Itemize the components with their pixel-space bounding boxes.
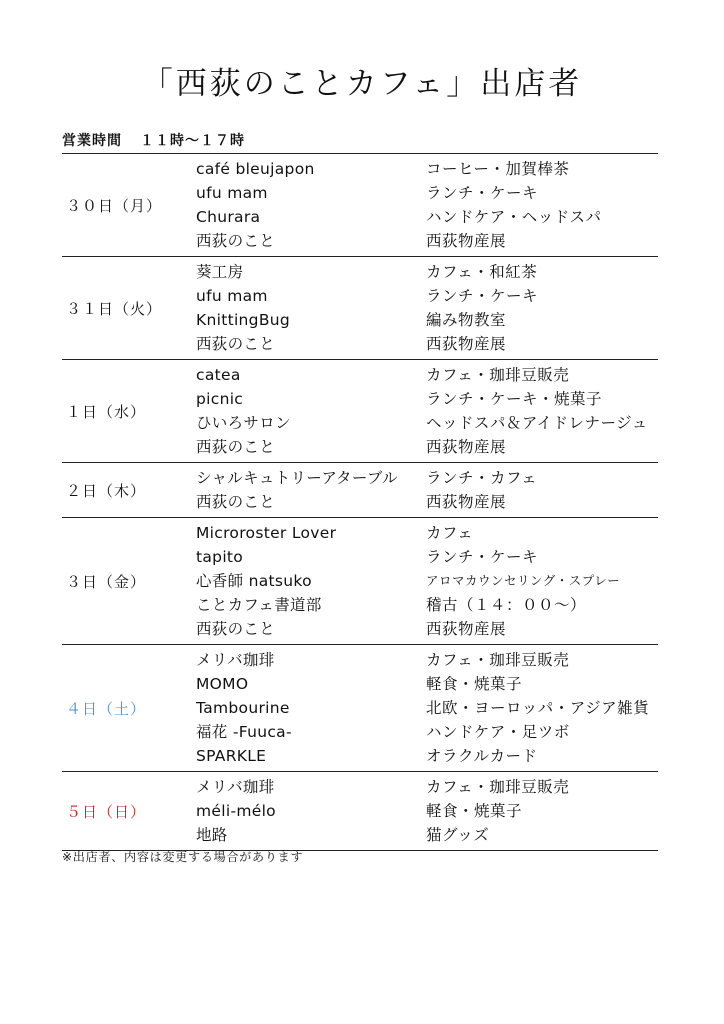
vendor-row <box>62 823 658 847</box>
vendor-row <box>62 617 658 641</box>
vendor-row <box>62 672 658 696</box>
vendor-name: 福花 -Fuuca- <box>196 723 292 741</box>
vendor-desc: カフェ・珈琲豆販売 <box>426 778 570 796</box>
vendor-name: KnittingBug <box>196 311 291 329</box>
vendor-desc: 猫グッズ <box>426 826 490 844</box>
vendor-desc: カフェ・珈琲豆販売 <box>426 366 570 384</box>
vendor-desc: 西荻物産展 <box>426 493 507 511</box>
business-hours-label: 営業時間 <box>62 133 122 149</box>
vendor-name: 西荻のこと <box>196 232 276 250</box>
vendor-desc: オラクルカード <box>426 747 538 765</box>
vendor-name: ufu mam <box>196 287 268 305</box>
vendor-row <box>62 744 658 768</box>
vendor-desc: 軽食・焼菓子 <box>426 802 523 820</box>
vendor-schedule-table <box>62 153 658 851</box>
vendor-name: catea <box>196 366 241 384</box>
vendor-name: café bleujapon <box>196 160 315 178</box>
vendor-name: MOMO <box>196 675 249 693</box>
vendor-name: Churara <box>196 208 261 226</box>
vendor-name: 心香師 natsuko <box>196 572 312 590</box>
vendor-desc: 西荻物産展 <box>426 232 507 250</box>
vendor-row <box>62 720 658 744</box>
vendor-row <box>62 521 658 545</box>
vendor-name: ことカフェ書道部 <box>196 596 322 614</box>
vendor-row <box>62 696 658 720</box>
vendor-row <box>62 466 658 490</box>
vendor-row <box>62 363 658 387</box>
vendor-desc: ランチ・ケーキ <box>426 287 539 305</box>
vendor-desc: ランチ・カフェ <box>426 469 538 487</box>
vendor-desc: ヘッドスパ＆アイドレナージュ <box>426 414 648 432</box>
vendor-name: tapito <box>196 548 244 566</box>
vendor-name: ひいろサロン <box>196 414 291 432</box>
vendor-desc: コーヒー・加賀棒茶 <box>426 160 570 178</box>
day-label: ２日（木） <box>66 481 147 500</box>
vendor-desc: 北欧・ヨーロッパ・アジア雑貨 <box>426 699 650 717</box>
vendor-name: 西荻のこと <box>196 620 276 638</box>
vendor-name: SPARKLE <box>196 747 267 765</box>
vendor-row <box>62 799 658 823</box>
day-row-31 <box>62 257 658 360</box>
vendor-name: Tambourine <box>196 699 290 717</box>
day-label: ３日（金） <box>66 572 147 591</box>
day-row-1 <box>62 360 658 463</box>
vendor-name: ufu mam <box>196 184 268 202</box>
vendor-desc: ハンドケア・足ツボ <box>426 723 570 741</box>
day-row-3 <box>62 518 658 645</box>
vendor-row <box>62 490 658 514</box>
business-hours <box>62 131 245 151</box>
disclaimer-note: ※出店者、内容は変更する場合があります <box>62 850 304 864</box>
vendor-row <box>62 593 658 617</box>
vendor-desc: 西荻物産展 <box>426 335 507 353</box>
vendor-name: 西荻のこと <box>196 438 276 456</box>
vendor-name: 西荻のこと <box>196 493 276 511</box>
vendor-name: méli-mélo <box>196 802 276 820</box>
vendor-desc: 編み物教室 <box>426 311 507 329</box>
day-label: ３０日（月） <box>66 196 163 215</box>
vendor-name: picnic <box>196 390 244 408</box>
vendor-desc: アロマカウンセリング・スプレー <box>426 573 621 588</box>
vendor-desc: 稽古（１４：００〜） <box>426 596 587 614</box>
day-row-30 <box>62 154 658 257</box>
vendor-desc: 西荻物産展 <box>426 438 507 456</box>
vendor-row <box>62 387 658 411</box>
vendor-name: シャルキュトリーアターブル <box>196 469 398 487</box>
vendor-row <box>62 775 658 799</box>
day-label-sunday: ５日（日） <box>66 802 147 821</box>
vendor-name: メリバ珈琲 <box>196 651 275 669</box>
vendor-name: 西荻のこと <box>196 335 276 353</box>
vendor-name: 葵工房 <box>196 263 244 281</box>
day-row-5 <box>62 772 658 851</box>
vendor-desc: カフェ・珈琲豆販売 <box>426 651 570 669</box>
day-label: １日（水） <box>66 402 147 421</box>
page-title: 「西荻のことカフェ」出店者 <box>141 66 583 102</box>
vendor-desc: 軽食・焼菓子 <box>426 675 523 693</box>
day-row-4 <box>62 645 658 772</box>
vendor-desc: カフェ <box>426 524 474 542</box>
vendor-desc: ランチ・ケーキ <box>426 184 539 202</box>
day-label-saturday: ４日（土） <box>66 699 147 718</box>
vendor-name: Microroster Lover <box>196 524 337 542</box>
vendor-desc: ハンドケア・ヘッドスパ <box>426 208 602 226</box>
vendor-name: メリバ珈琲 <box>196 778 275 796</box>
vendor-row <box>62 411 658 435</box>
business-hours-value: １１時〜１７時 <box>140 133 245 149</box>
vendor-row <box>62 648 658 672</box>
day-row-2 <box>62 463 658 518</box>
day-label: ３１日（火） <box>66 299 163 318</box>
vendor-desc: カフェ・和紅茶 <box>426 263 538 281</box>
vendor-desc: ランチ・ケーキ・焼菓子 <box>426 390 603 408</box>
vendor-row <box>62 569 658 593</box>
vendor-desc: 西荻物産展 <box>426 620 507 638</box>
vendor-desc: ランチ・ケーキ <box>426 548 539 566</box>
vendor-row <box>62 435 658 459</box>
vendor-row <box>62 545 658 569</box>
vendor-name: 地路 <box>196 826 228 844</box>
